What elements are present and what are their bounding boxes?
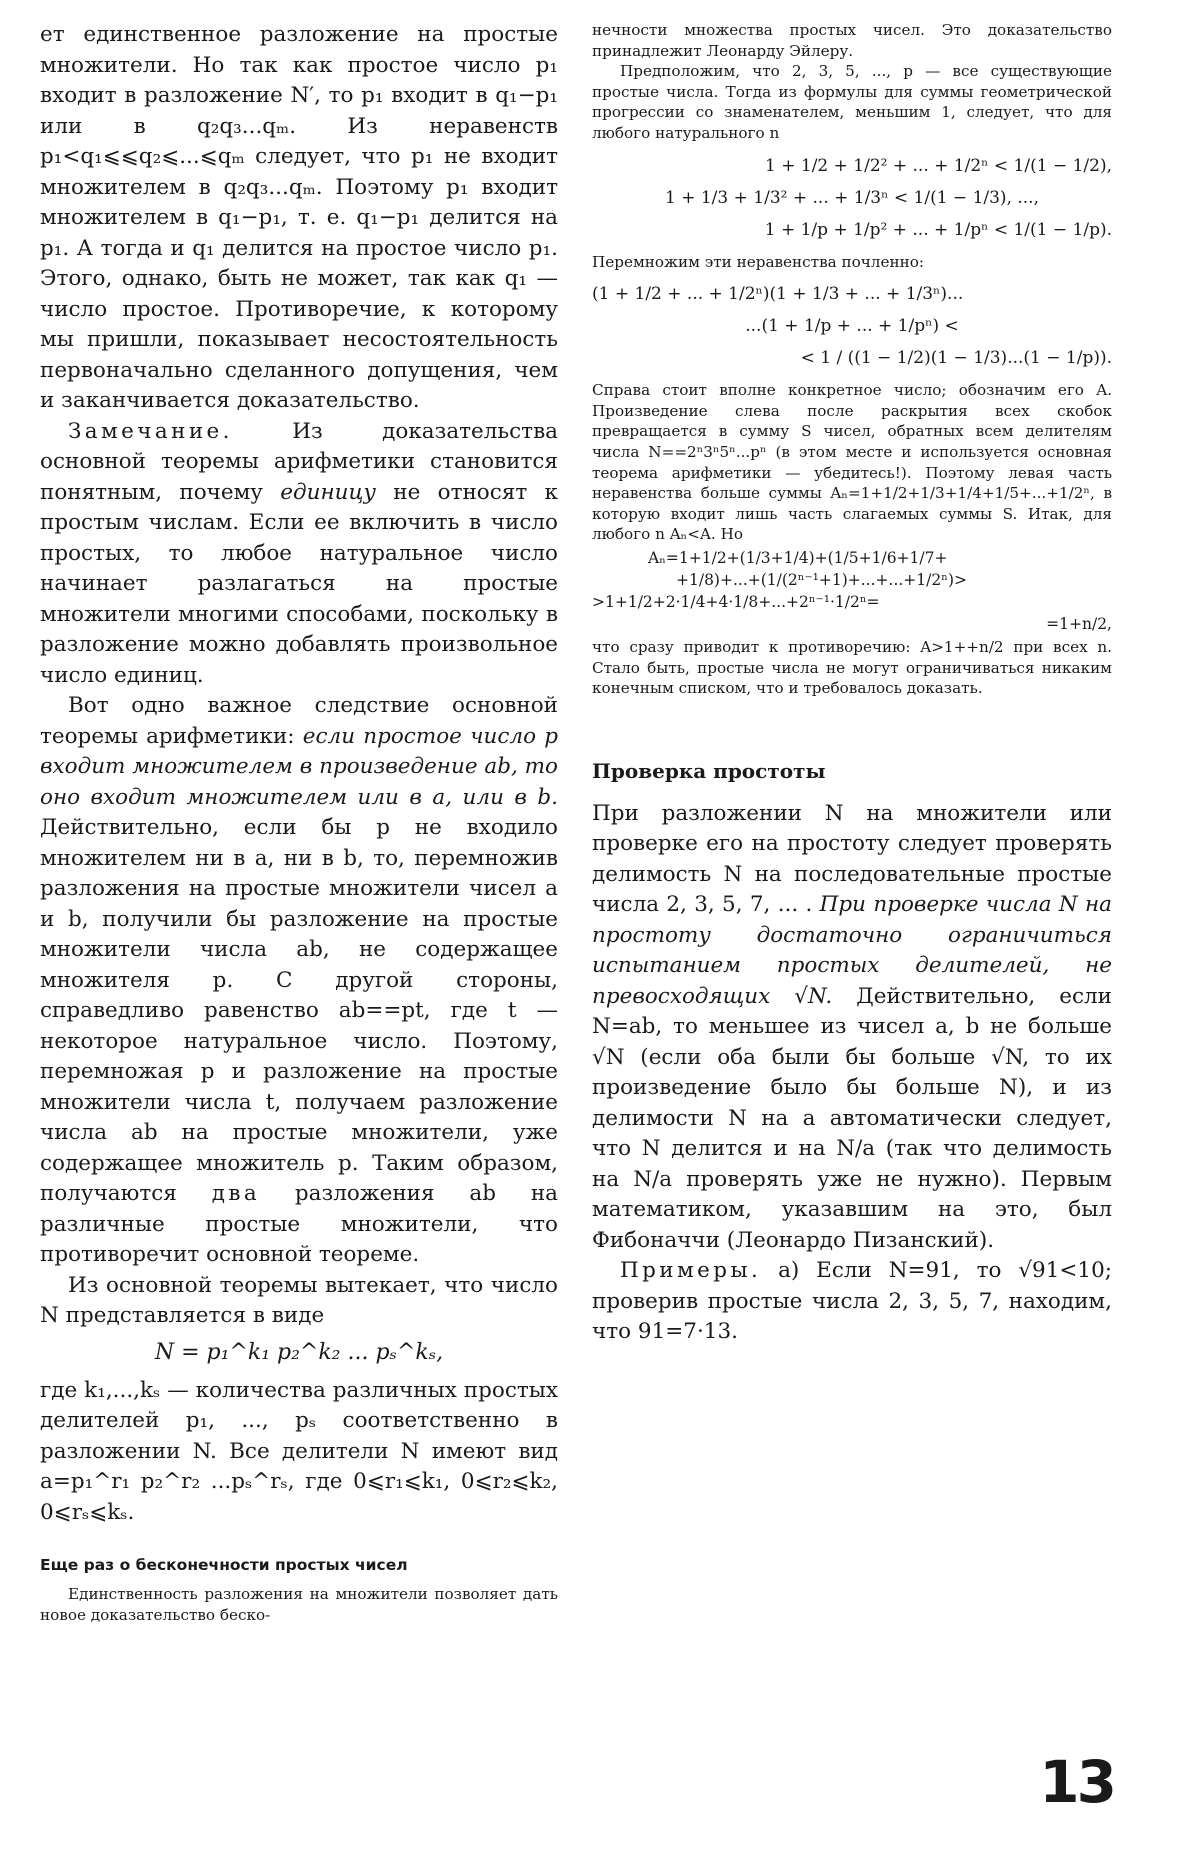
remark-emphasis: единицу xyxy=(280,479,376,505)
corollary-emphasis: если простое число p входит множителем в произведение ab, то оно входит множителем или в a, или в b. xyxy=(40,723,558,810)
paragraph-assumption: Предположим, что 2, 3, 5, ..., p — все существующие простые числа. Тогда из формулы для суммы геометрической прогрессии со знаменателем, меньшим 1, следует, что для любого натурального n xyxy=(592,62,1112,142)
page-number: 13 xyxy=(1039,1748,1114,1816)
left-body xyxy=(40,20,558,1528)
subsection-heading: Еще раз о бесконечности простых чисел xyxy=(40,1556,408,1574)
an-estimate xyxy=(592,547,1112,635)
check-text-a: При разложении N на множители или проверке его на простоту следует проверять делимость N на последовательные простые числа 2, 3, 5, 7, ... . xyxy=(592,800,1112,918)
remark-text-a: Из доказательства основной теоремы арифметики становится понятным, почему xyxy=(40,418,558,505)
paragraph-infinity-intro: Единственность разложения на множители позволяет дать новое доказательство беско- xyxy=(40,1585,558,1624)
remark-label: Замечание. xyxy=(68,418,233,444)
right-column xyxy=(592,20,1112,1348)
primality-section xyxy=(592,799,1112,1348)
corollary-text-b: Действительно, если бы p не входило множителем ни в a, ни в b, то, перемножив разложения на простые множители чисел a и b, получили бы разложение на простые множители числа ab, не содержащее множителя p. С другой стороны, справедливо равенство ab==pt, где t — некоторое натуральное число. Поэтому, перемножая p и разложение на простые множители числа t, получаем разложение числа ab на простые множители, уже содержащее множитель p. Таким образом, получаются xyxy=(40,815,558,1206)
paragraph-primality-check xyxy=(592,799,1112,1257)
paragraph-conclusion: что сразу приводит к противоречию: A>1++n/2 при всех n. Стало быть, простые числа не могут ограничиваться никаким конечным списком, что и требовалось доказать. xyxy=(592,637,1112,698)
paragraph-divisors: где k₁,...,kₛ — количества различных простых делителей p₁, ..., pₛ соответственно в разложении N. Все делители N имеют вид a=p₁^r₁ p₂^r₂ ...pₛ^rₛ, где 0⩽r₁⩽k₁, 0⩽r₂⩽k₂, 0⩽rₛ⩽kₛ. xyxy=(40,1377,558,1525)
paragraph-examples xyxy=(592,1256,1112,1348)
paragraph-remark xyxy=(40,417,558,692)
remark-text-b: не относят к простым числам. Если ее включить в число простых, то любое натуральное число начинает разлагаться на простые множители многими способами, поскольку в разложение можно добавлять произвольное число единиц. xyxy=(40,479,558,688)
left-small-text xyxy=(40,1584,558,1625)
paragraph-multiply: Перемножим эти неравенства почленно: xyxy=(592,252,924,271)
formula-factorization: N = p₁^k₁ p₂^k₂ ... pₛ^kₛ, xyxy=(154,1339,444,1365)
product-line-1: (1 + 1/2 + ... + 1/2ⁿ)(1 + 1/3 + ... + 1/3ⁿ)... xyxy=(592,284,964,305)
an-line-4: =1+n/2, xyxy=(1046,614,1112,633)
paragraph-corollary xyxy=(40,691,558,1271)
inequality-base-3: 1 + 1/3 + 1/3² + ... + 1/3ⁿ < 1/(1 − 1/3), ..., xyxy=(665,187,1039,208)
examples-label: Примеры. xyxy=(620,1258,762,1284)
inequality-base-p: 1 + 1/p + 1/p² + ... + 1/pⁿ < 1/(1 − 1/p). xyxy=(764,219,1112,240)
geometric-inequalities xyxy=(592,150,1112,246)
examples-text: а) Если N=91, то √91<10; проверив простые числа 2, 3, 5, 7, находим, что 91=7·13. xyxy=(592,1258,1112,1345)
euler-proof xyxy=(592,20,1112,699)
corollary-spaced-word: два xyxy=(211,1181,261,1206)
corollary-text-c: разложения ab на различные простые множители, что противоречит основной теореме. xyxy=(40,1181,558,1267)
product-inequality xyxy=(592,278,1112,374)
check-emphasis: При проверке числа N на простоту достаточно ограничиться испытанием простых делителей, не превосходящих √N. xyxy=(592,892,1112,1009)
section-gap xyxy=(592,699,1112,759)
paragraph-proof-end: ет единственное разложение на простые множители. Но так как простое число p₁ входит в разложение N′, то p₁ входит в q₁−p₁ или в q₂q₃...qₘ. Из неравенств p₁<q₁⩽⩽q₂⩽...⩽qₘ следует, что p₁ не входит множителем в q₂q₃...qₘ. Поэтому p₁ входит множителем в q₁−p₁, т. е. q₁−p₁ делится на p₁. А тогда и q₁ делится на простое число p₁. Этого, однако, быть не может, так как q₁ — число простое. Противоречие, к которому мы пришли, показывает несостоятельность первоначально сделанного допущения, чем и заканчивается доказательство. xyxy=(40,22,558,413)
section-heading: Проверка простоты xyxy=(592,758,826,783)
an-line-1: Aₙ=1+1/2+(1/3+1/4)+(1/5+1/6+1/7+ xyxy=(648,548,948,567)
check-text-b: Действительно, если N=ab, то меньшее из чисел a, b не больше √N (если оба были бы больше √N, то их произведение было бы больше N), и из делимости N на a автоматически следует, что N делится и на N/a (так что делимость на N/a проверять уже не нужно). Первым математиком, указавшим на это, был Фибоначчи (Леонардо Пизанский). xyxy=(592,983,1112,1253)
paragraph-euler-continuation: нечности множества простых чисел. Это доказательство принадлежит Леонарду Эйлеру. xyxy=(592,21,1112,60)
product-line-3: < 1 / ((1 − 1/2)(1 − 1/3)...(1 − 1/p)). xyxy=(800,348,1112,369)
an-line-3: >1+1/2+2·1/4+4·1/8+...+2ⁿ⁻¹·1/2ⁿ= xyxy=(592,592,880,611)
product-line-2: ...(1 + 1/p + ... + 1/pⁿ) < xyxy=(745,316,959,337)
an-line-2: +1/8)+...+(1/(2ⁿ⁻¹+1)+...+...+1/2ⁿ)> xyxy=(676,570,967,589)
corollary-text-a: Вот одно важное следствие основной теоремы арифметики: xyxy=(40,693,558,749)
paragraph-representation: Из основной теоремы вытекает, что число N представляется в виде xyxy=(40,1272,558,1328)
inequality-base-2: 1 + 1/2 + 1/2² + ... + 1/2ⁿ < 1/(1 − 1/2), xyxy=(765,155,1112,176)
paragraph-divisor-sum: Справа стоит вполне конкретное число; обозначим его A. Произведение слева после раскрытия всех скобок превращается в сумму S чисел, обратных всем делителям числа N==2ⁿ3ⁿ5ⁿ...pⁿ (в этом месте и используется основная теорема арифметики — убедитесь!). Поэтому левая часть неравенства больше суммы Aₙ=1+1/2+1/3+1/4+1/5+...+1/2ⁿ, в которую входит лишь часть слагаемых суммы S. Итак, для любого n Aₙ<A. Но xyxy=(592,381,1112,544)
left-column xyxy=(40,20,558,1625)
